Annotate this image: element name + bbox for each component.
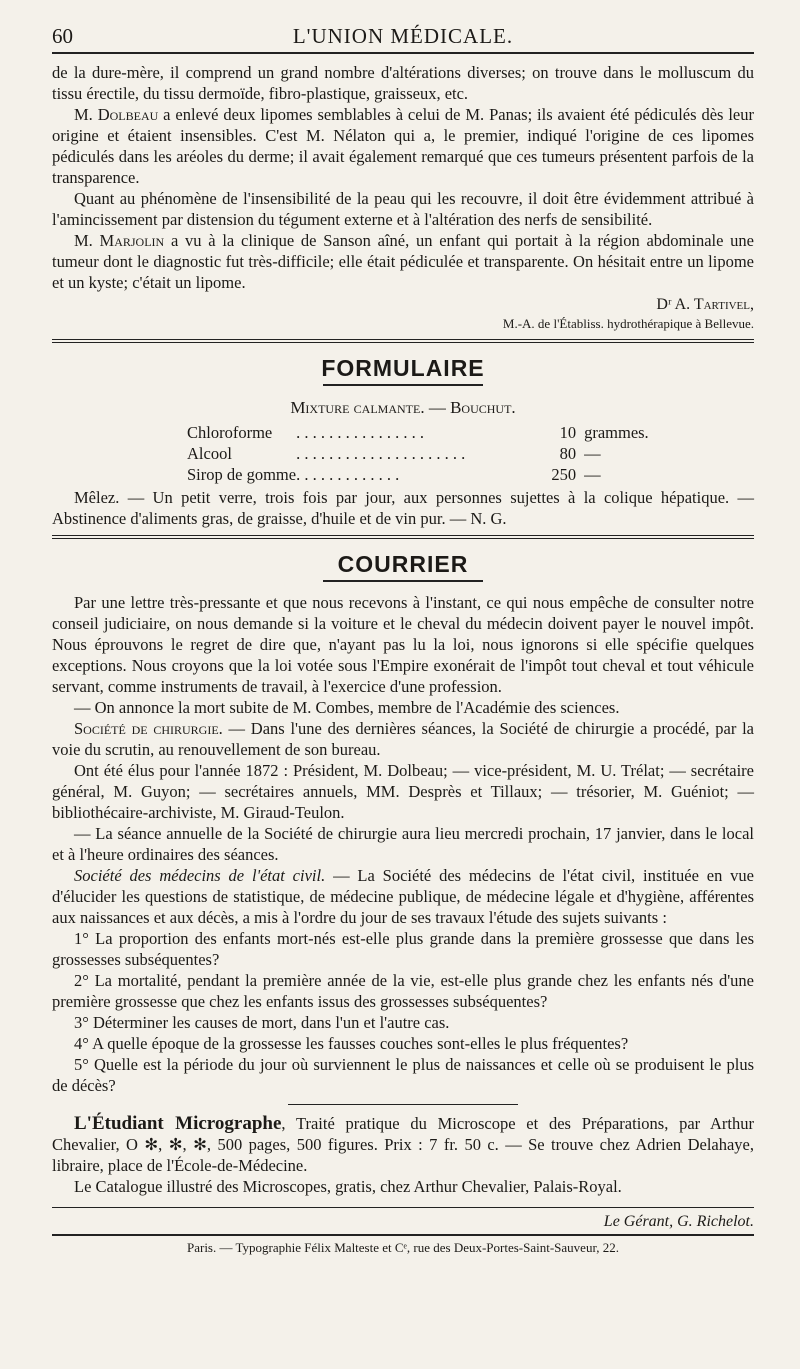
- intro-section: [52, 62, 754, 333]
- author-title: M.-A. de l'Établiss. hydrothérapique à Bellevue.: [502, 316, 754, 331]
- name-dolbeau: M. Dolbeau: [74, 105, 159, 124]
- formulaire-heading: FORMULAIRE: [321, 355, 485, 381]
- courrier-paragraph-5: — La séance annuelle de la Société de chirurgie aura lieu mercredi prochain, 17 janvier, dans le local et à l'heure ordinaires des séances.: [52, 824, 754, 864]
- courrier-paragraph-1: Par une lettre très-pressante et que nous recevons à l'instant, ce qui nous empêche de consulter notre conseil judiciaire, on nous demande si la voiture et le cheval du médecin doivent payer le nouvel impôt. Nous éprouvons le regret de dire que, n'ayant pas lu la loi, nous ignorons si elle spécifie quelques exceptions. Nous croyons que la loi votée sous l'Empire exonérait de l'impôt tout cheval et tout véhicule servant, comme instruments de travail, à l'exercice d'une profession.: [52, 593, 754, 696]
- advert-rule: [288, 1104, 518, 1105]
- question-item: 4° A quelle époque de la grossesse les fausses couches sont-elles le plus fréquentes?: [74, 1034, 629, 1053]
- header-rule: [52, 52, 754, 54]
- advert-title: L'Étudiant Micrographe: [74, 1113, 282, 1134]
- leader-dots: . . . . . . . . . . . . . . . . . . . . .: [296, 444, 466, 463]
- intro-paragraph-4: [52, 230, 754, 293]
- courrier-paragraph-3: [52, 718, 754, 760]
- advert-paragraph: [52, 1113, 754, 1176]
- imprint-rule: [52, 1234, 754, 1236]
- courrier-paragraph-6: [52, 865, 754, 928]
- courrier-heading: COURRIER: [337, 551, 469, 577]
- question-item: 3° Déterminer les causes de mort, dans l'un et l'autre cas.: [74, 1013, 450, 1032]
- imprint-line: Paris. — Typographie Félix Malteste et Cᵉ, rue des Deux-Portes-Saint-Sauveur, 22.: [186, 1240, 620, 1255]
- author-signature: Dʳ A. Tartivel,: [656, 296, 754, 313]
- intro-paragraph-4-text: a vu à la clinique de Sanson aîné, un enfant qui portait à la région abdominale une tumeur dont le diagnostic fut très-difficile; elle était pédiculée et transparente. On hésitait entre un lipome et un kyste; c'était un lipome.: [52, 231, 754, 292]
- journal-title: L'UNION MÉDICALE.: [292, 24, 514, 48]
- society-name-italic: Société des médecins de l'état civil.: [74, 866, 326, 885]
- ingredient-unit: —: [584, 465, 601, 484]
- courrier-paragraph-4: Ont été élus pour l'année 1872 : Président, M. Dolbeau; — vice-président, M. U. Trélat; — secrétaire général, M. Guyon; — secrétaires annuels, MM. Desprès et Tillaux; — trésorier, M. Guéniot; — bibliothécaire-archiviste, M. Giraud-Teulon.: [52, 761, 754, 822]
- question-item: 5° Quelle est la période du jour où surviennent le plus de naissances et celle où se produisent le plus de décès?: [52, 1055, 754, 1095]
- footer-rule: [52, 1207, 754, 1208]
- intro-paragraph-2-text: a enlevé deux lipomes semblables à celui de M. Panas; ils avaient été pédiculés dès leur origine et étaient insensibles. C'est M. Nélaton qui a, le premier, indiqué l'origine de ces lipomes pédiculés dans les aréoles du derme; il avait également remarqué que ces tumeurs présentent parfois de la transparence.: [52, 105, 754, 187]
- page-header: [52, 18, 754, 52]
- courrier-paragraph-3-text: — Dans l'une des dernières séances, la Société de chirurgie a procédé, par la voie du scrutin, au renouvellement de son bureau.: [52, 719, 754, 759]
- courrier-paragraph-6-text: — La Société des médecins de l'état civil, instituée en vue d'élucider les questions de statistique, de médecine publique, de médecine légale et d'hygiène, afférentes aux naissances et aux décès, a mis à l'ordre du jour de ses travaux l'étude des sujets suivants :: [52, 866, 754, 927]
- section-divider: [52, 535, 754, 539]
- advert-text: , Traité pratique du Microscope et des Préparations, par Arthur Chevalier, O ✻, ✻, ✻, 500 pages, 500 figures. Prix : 7 fr. 50 c. — Se trouve chez Adrien Delahaye, libraire, place de l'École-de-Médecine.: [52, 1114, 754, 1175]
- name-marjolin: M. Marjolin: [74, 231, 165, 250]
- ingredient-name: Chloroforme: [187, 423, 273, 442]
- question-item: 1° La proportion des enfants mort-nés est-elle plus grande dans la première grossesse que dans les grossesses subséquentes?: [52, 929, 754, 969]
- leader-dots: . . . . . . . . . . . . . . . .: [296, 423, 424, 442]
- intro-paragraph-1: de la dure-mère, il comprend un grand nombre d'altérations diverses; on trouve dans le molluscum du tissu érectile, du tissu dermoïde, fibro-plastique, graisseux, etc.: [52, 63, 754, 103]
- society-name: Société de chirurgie.: [74, 719, 223, 738]
- recipe-row: [187, 422, 649, 443]
- catalogue-paragraph: Le Catalogue illustré des Microscopes, gratis, chez Arthur Chevalier, Palais-Royal.: [74, 1177, 622, 1196]
- ingredient-name: Alcool: [187, 444, 232, 463]
- ingredient-unit: grammes.: [584, 423, 649, 442]
- page-number: 60: [52, 24, 73, 48]
- recipe-row: [187, 464, 649, 485]
- ingredient-unit: —: [584, 444, 601, 463]
- advert-section: [52, 1113, 754, 1197]
- recipe-title: Mixture calmante. — Bouchut.: [290, 398, 516, 417]
- heading-underline: [323, 384, 483, 386]
- courrier-paragraph-2: — On annonce la mort subite de M. Combes, membre de l'Académie des sciences.: [74, 698, 620, 717]
- gerant-line: Le Gérant, G. Richelot.: [603, 1213, 754, 1230]
- ingredient-name: Sirop de gomme: [187, 465, 297, 484]
- recipe-instructions: Mêlez. — Un petit verre, trois fois par jour, aux personnes sujettes à la colique hépatique. — Abstinence d'aliments gras, de graisse, d'huile et de vin pur. — N. G.: [52, 488, 754, 528]
- recipe-row: [187, 443, 649, 464]
- section-divider: [52, 339, 754, 343]
- ingredient-quantity: 250: [551, 465, 577, 484]
- ingredient-quantity: 80: [559, 444, 577, 463]
- intro-paragraph-2: [52, 104, 754, 188]
- ingredient-quantity: 10: [559, 423, 577, 442]
- formulaire-section: [52, 355, 754, 529]
- leader-dots: . . . . . . . . . . . . .: [296, 465, 400, 484]
- recipe-table: [187, 422, 649, 485]
- courrier-section: [52, 551, 754, 1096]
- intro-paragraph-3: Quant au phénomène de l'insensibilité de la peau qui les recouvre, il doit être évidemment attribué à l'amincissement par distension du tégument externe et à l'altération des nerfs de sensibilité.: [52, 189, 754, 229]
- question-item: 2° La mortalité, pendant la première année de la vie, est-elle plus grande chez les enfants nés d'une première grossesse que chez les enfants issus des grossesses subséquentes?: [52, 971, 754, 1011]
- heading-underline: [323, 580, 483, 582]
